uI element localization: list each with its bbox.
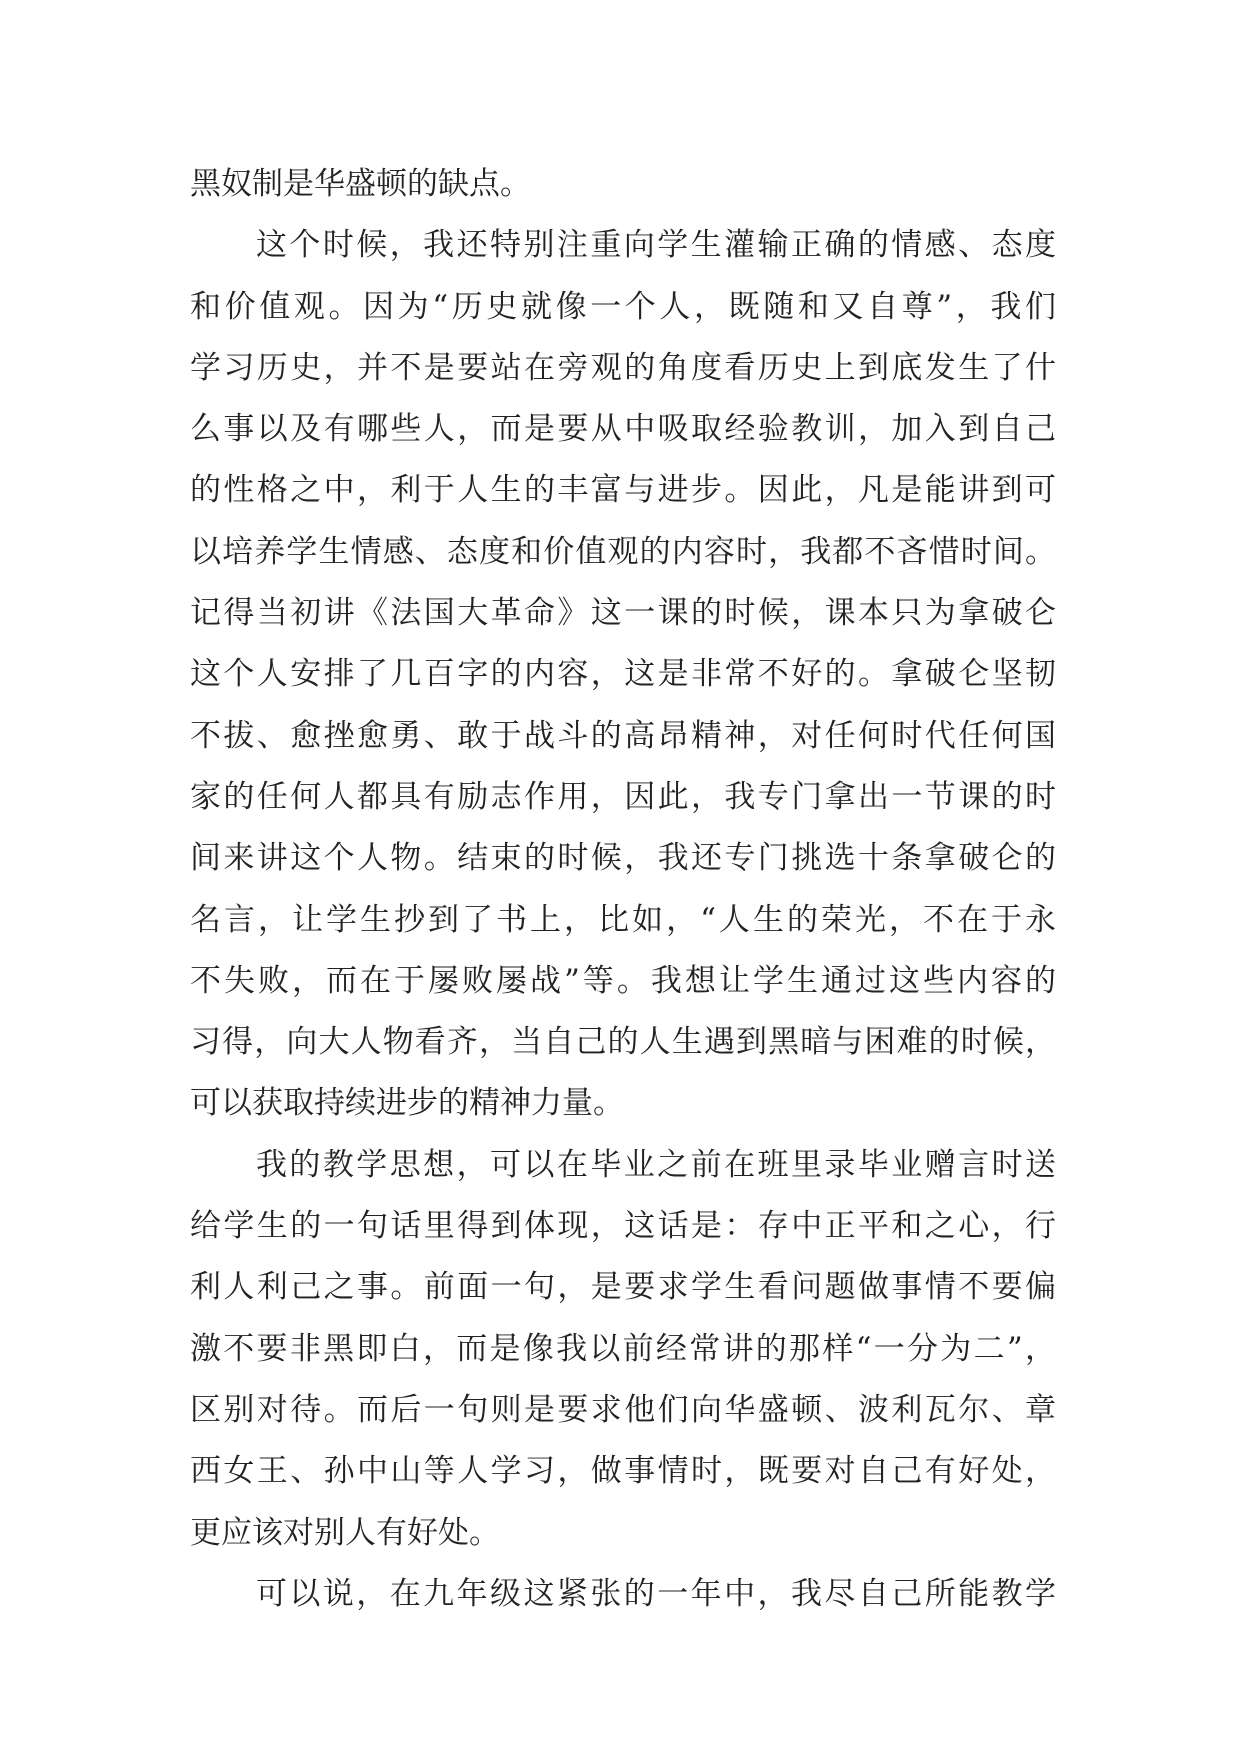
paragraph-1-line-13: 习得，向大人物看齐，当自己的人生遇到黑暗与困难的时候，: [190, 1024, 1056, 1061]
paragraph-1-line-4: 的性格之中，利于人生的丰富与进步。因此，凡是能讲到可: [190, 472, 1056, 509]
paragraph-1-line-12: 不失败，而在于屡败屡战”等。我想让学生通过这些内容的: [190, 962, 1056, 999]
paragraph-2-line-6: 更应该对别人有好处。: [190, 1514, 500, 1551]
paragraph-1-line-0: 这个时候，我还特别注重向学生灌输正确的情感、态度: [256, 227, 1056, 264]
paragraph-1-line-9: 家的任何人都具有励志作用，因此，我专门拿出一节课的时: [190, 778, 1056, 815]
paragraph-2-line-3: 激不要非黑即白，而是像我以前经常讲的那样“一分为二”，: [190, 1330, 1056, 1367]
paragraph-2-line-0: 我的教学思想，可以在毕业之前在班里录毕业赠言时送: [256, 1146, 1056, 1183]
paragraph-2-line-2: 利人利己之事。前面一句，是要求学生看问题做事情不要偏: [190, 1269, 1056, 1306]
paragraph-1-line-3: 么事以及有哪些人，而是要从中吸取经验教训，加入到自己: [190, 411, 1056, 448]
document-body: [190, 154, 1056, 1625]
paragraph-1-line-11: 名言，让学生抄到了书上，比如，“人生的荣光，不在于永: [190, 901, 1056, 938]
paragraph-2-line-5: 西女王、孙中山等人学习，做事情时，既要对自己有好处，: [190, 1453, 1056, 1490]
paragraph-1-line-7: 这个人安排了几百字的内容，这是非常不好的。拿破仑坚韧: [190, 656, 1056, 693]
paragraph-2-line-4: 区别对待。而后一句则是要求他们向华盛顿、波利瓦尔、章: [190, 1391, 1056, 1428]
paragraph-0-line-0: 黑奴制是华盛顿的缺点。: [190, 166, 531, 202]
paragraph-1-line-10: 间来讲这个人物。结束的时候，我还专门挑选十条拿破仑的: [190, 840, 1056, 877]
paragraph-1-line-8: 不拔、愈挫愈勇、敢于战斗的高昂精神，对任何时代任何国: [190, 717, 1056, 754]
paragraph-1-line-1: 和价值观。因为“历史就像一个人，既随和又自尊”，我们: [190, 288, 1056, 325]
paragraph-1-line-6: 记得当初讲《法国大革命》这一课的时候，课本只为拿破仑: [190, 595, 1056, 632]
paragraph-1-line-5: 以培养学生情感、态度和价值观的内容时，我都不吝惜时间。: [190, 533, 1056, 570]
paragraph-3-line-0: 可以说，在九年级这紧张的一年中，我尽自己所能教学: [256, 1575, 1056, 1612]
paragraph-1-line-2: 学习历史，并不是要站在旁观的角度看历史上到底发生了什: [190, 349, 1056, 386]
paragraph-1-line-14: 可以获取持续进步的精神力量。: [190, 1085, 624, 1122]
paragraph-2-line-1: 给学生的一句话里得到体现，这话是：存中正平和之心，行: [190, 1208, 1056, 1245]
